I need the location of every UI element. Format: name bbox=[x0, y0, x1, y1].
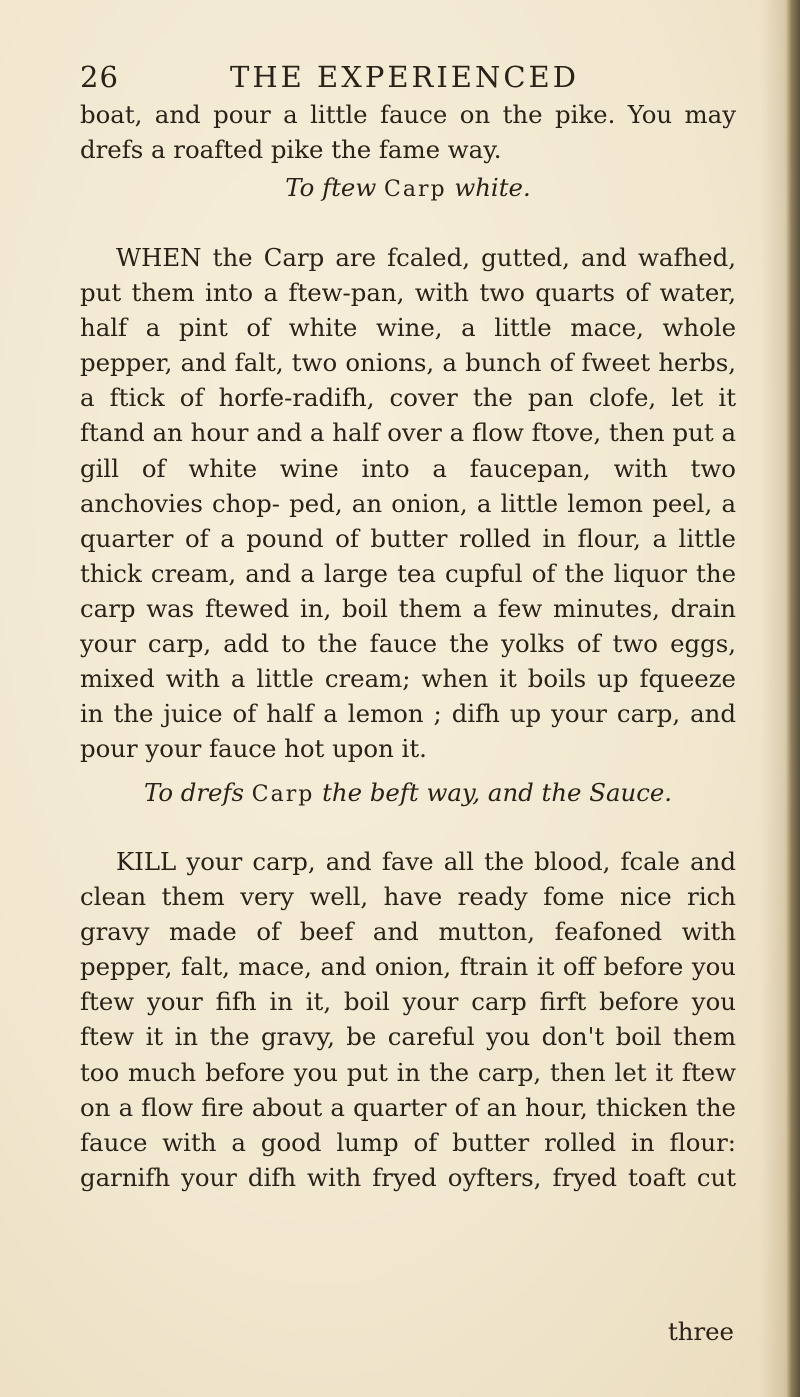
recipe-heading-dress-carp bbox=[80, 775, 736, 812]
catchword: three bbox=[667, 1317, 734, 1346]
heading-suffix: white. bbox=[454, 173, 531, 202]
heading-subject: Carp bbox=[384, 177, 447, 202]
heading-prefix: To drefs bbox=[143, 778, 245, 807]
heading-subject: Carp bbox=[251, 782, 315, 807]
recipe-body-dress-carp: KILL your carp, and fave all the blood, fcale and clean them very well, have ready fome nice rich gravy made of beef and mutton, feafoned with pepper, falt, mace, and onion, ftrain it off before you ftew your fifh in it, boil your carp firft before you ftew it in the gravy, be careful you don't boil them too much before you put in the carp, then let it ftew on a flow fire about a quarter of an hour, thicken the fauce with a good lump of butter rolled in flour: garnifh your difh with fryed oyfters, fryed toaft cut bbox=[80, 847, 736, 1192]
page-edge-shadow bbox=[786, 0, 800, 1397]
page-number: 26 bbox=[80, 60, 119, 94]
running-head: THE EXPERIENCED bbox=[230, 60, 579, 94]
page-header bbox=[80, 60, 740, 100]
continuation-paragraph: boat, and pour a little fauce on the pike. You may drefs a roafted pike the fame way. bbox=[80, 100, 736, 165]
recipe-heading-stew-carp bbox=[80, 170, 736, 207]
heading-prefix: To ftew bbox=[285, 173, 377, 202]
recipe-body-stew-carp: WHEN the Carp are fcaled, gutted, and wafhed, put them into a ftew-pan, with two quarts of water, half a pint of white wine, a little mace, whole pepper, and falt, two onions, a bunch of fweet herbs, a ftick of horfe-radifh, cover the pan clofe, let it ftand an hour and a half over a flow ftove, then put a gill of white wine into a faucepan, with two anchovies chop- ped, an onion, a little lemon peel, a quarter of a pound of butter rolled in flour, a little thick cream, and a large tea cupful of the liquor the carp was ftewed in, boil them a few minutes, drain your carp, add to the fauce the yolks of two eggs, mixed with a little cream; when it boils up fqueeze in the juice of half a lemon ; difh up your carp, and pour your fauce hot upon it. bbox=[80, 243, 736, 764]
heading-suffix: the beft way, and the Sauce. bbox=[322, 778, 673, 807]
